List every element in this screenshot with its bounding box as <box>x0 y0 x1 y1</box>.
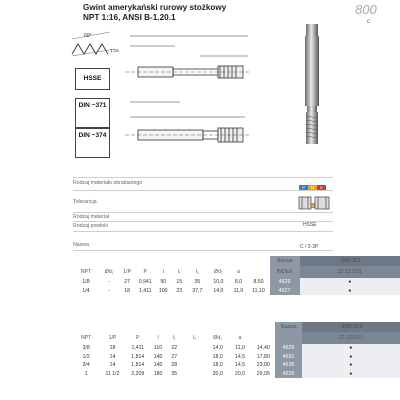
col-tpi: 1/P <box>108 335 117 341</box>
availability-dot: ● <box>302 370 400 379</box>
name-col-header-2: Nazwa <box>275 322 301 332</box>
cell-d2: 14,0 <box>213 287 224 294</box>
cell-code: 17,80 <box>256 353 270 360</box>
material-p: P <box>299 185 308 190</box>
cell-tpi: 14 <box>109 353 116 360</box>
page-number: 800 <box>355 2 377 17</box>
col-npt: NPT <box>80 269 92 275</box>
cell-l2 <box>182 361 206 370</box>
tolerance-label: Tolerancja <box>73 199 97 205</box>
col-npt: NPT <box>80 335 92 341</box>
catalog-name-value: C / 2-3P <box>300 244 319 250</box>
col-l: l <box>157 335 159 341</box>
cell-l1: 22 <box>171 345 178 352</box>
tool-geometry-icon <box>298 195 330 211</box>
cell-a: 14,5 <box>234 362 246 369</box>
tap-product-image <box>297 20 327 150</box>
coating-type-label: Rodzaj powłoki <box>73 223 108 229</box>
cell-l2: 37,7 <box>192 287 203 294</box>
table-row <box>73 361 400 370</box>
din-374-header: ~DIN-374 <box>302 322 400 332</box>
cell-l: 90 <box>160 279 167 286</box>
cell-code: 29,05 <box>256 370 270 377</box>
cell-l2 <box>182 353 206 362</box>
thread-angle-label: 60° <box>84 33 92 39</box>
cell-p: 1,411 <box>131 345 145 352</box>
thread-taper-label: 1:16 <box>110 48 119 53</box>
col-d2: Ød₂ <box>213 335 223 341</box>
cell-l: 140 <box>153 353 163 360</box>
cell-index: 4639 <box>275 370 301 379</box>
cell-d2: 18,0 <box>212 362 223 369</box>
cell-p: 2,209 <box>131 370 145 377</box>
cell-a: 14,5 <box>234 353 246 360</box>
name-col-header: Nazwa <box>270 256 300 266</box>
cell-tpi: 11 1/2 <box>105 370 120 377</box>
cell-l1: 28 <box>171 362 178 369</box>
cell-l: 140 <box>153 362 163 369</box>
cell-npt: 1 <box>84 370 88 377</box>
title-line-2: NPT 1:16, ANSI B-1.20.1 <box>83 13 176 22</box>
cell-d1: - <box>108 287 110 294</box>
cell-npt: 1/8 <box>82 279 90 286</box>
table-row <box>73 370 400 379</box>
cell-a: 11,0 <box>235 345 245 352</box>
cell-d2: 10,0 <box>213 279 224 286</box>
col-d1: Ød₁ <box>104 269 114 275</box>
title-line-1: Gwint amerykański rurowy stożkowy <box>83 3 227 12</box>
cell-l1: 15 <box>176 279 183 286</box>
col-l1: l₁ <box>177 269 181 275</box>
cell-index: 4629 <box>270 278 300 287</box>
cell-l2 <box>182 344 206 353</box>
applicable-material-label: Rodzaj materiału obrabianego <box>73 180 143 186</box>
table-row <box>73 278 400 287</box>
cell-npt: 3/4 <box>82 362 90 369</box>
col-a: a <box>238 335 242 341</box>
col-l2: l₂ <box>195 269 199 275</box>
cell-l1: 23 <box>176 287 183 294</box>
cell-code: 14,40 <box>256 345 270 352</box>
spec-table-din-374 <box>73 322 400 378</box>
cell-d2: 14,0 <box>212 345 223 352</box>
din-371-label: DIN ~371 <box>78 102 107 109</box>
cell-code: 11,10 <box>252 287 265 294</box>
din-371-header: ~DIN-371 <box>300 256 400 266</box>
cell-p: 1,411 <box>138 287 152 294</box>
cell-l2: 35 <box>194 279 201 286</box>
din-374-box <box>75 128 110 158</box>
corner-mark: c <box>367 19 370 25</box>
cell-tpi: 27 <box>124 279 131 286</box>
thread-profile-icon <box>70 24 126 60</box>
col-p: P <box>143 269 147 275</box>
table-row <box>73 344 400 353</box>
availability-dot: ● <box>302 361 400 370</box>
index-value-2: 32-121101 <box>302 332 400 344</box>
cell-npt: 1/4 <box>82 287 90 294</box>
cell-p: 1,814 <box>131 353 145 360</box>
cell-l: 180 <box>153 370 163 377</box>
cell-l2 <box>182 370 206 379</box>
col-a: a <box>237 269 240 275</box>
cell-tpi: 18 <box>124 287 131 294</box>
cell-index: 4627 <box>270 287 300 296</box>
cell-l: 110 <box>153 345 163 352</box>
material-group-grid <box>299 176 329 208</box>
table-row <box>73 353 400 362</box>
col-p: P <box>136 335 140 341</box>
tap-technical-drawing <box>120 22 255 157</box>
col-l2: l₂ <box>192 335 197 341</box>
material-s: S <box>308 203 317 208</box>
availability-dot: ● <box>300 287 400 296</box>
din-374-label: DIN ~374 <box>78 132 107 139</box>
cell-a: 11,0 <box>233 287 244 294</box>
cell-npt: 1/2 <box>82 353 90 360</box>
page-title <box>83 3 226 23</box>
cell-l: 100 <box>158 287 168 294</box>
cell-tpi: 14 <box>109 362 116 369</box>
availability-dot: ● <box>302 344 400 353</box>
material-k: K <box>317 185 326 190</box>
cell-index: 4631 <box>275 353 301 362</box>
cell-d2: 18,0 <box>212 353 223 360</box>
tool-material-value: HSSE <box>303 222 317 228</box>
name-label: Nazwa <box>73 242 89 248</box>
cell-p: 0,941 <box>138 279 152 286</box>
cell-a: 8,0 <box>234 279 243 286</box>
availability-dot: ● <box>302 353 400 362</box>
index-value: 32 121101 <box>300 266 400 278</box>
spec-table-din-371 <box>73 256 400 295</box>
material-m: M <box>308 185 317 190</box>
cell-d1: - <box>108 279 110 286</box>
din-371-box <box>75 98 110 128</box>
col-d2: Ød₂ <box>213 269 223 275</box>
col-l: l <box>162 269 164 275</box>
cell-npt: 3/8 <box>82 345 90 352</box>
availability-dot: ● <box>300 278 400 287</box>
table-row <box>73 287 400 296</box>
col-tpi: 1/P <box>123 269 132 275</box>
cell-d2: 20,0 <box>212 370 223 377</box>
material-box: HSSE <box>75 68 110 90</box>
tool-material-label: Rodzaj materiał <box>73 214 110 220</box>
cell-tpi: 18 <box>109 345 116 352</box>
cell-p: 1,814 <box>131 362 145 369</box>
cell-l1: 27 <box>171 353 178 360</box>
cell-index: 4629 <box>275 344 301 353</box>
index-header: INDEX <box>270 266 300 278</box>
cell-code: 23,00 <box>256 362 270 369</box>
cell-code: 8,50 <box>253 279 264 286</box>
col-l1: l₁ <box>172 335 176 341</box>
cell-l1: 35 <box>171 370 178 377</box>
cell-a: 20,0 <box>234 370 246 377</box>
cell-index: 4635 <box>275 361 301 370</box>
